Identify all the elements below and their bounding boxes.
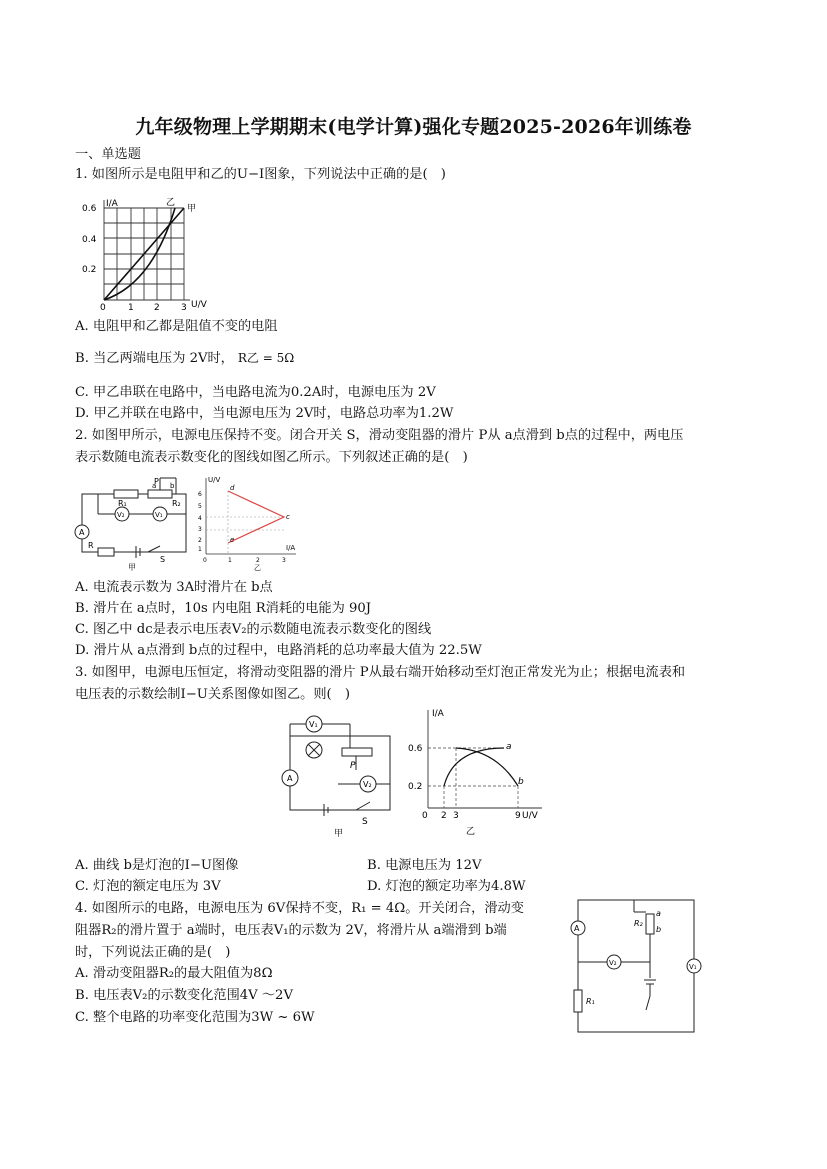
q4-option-c: C. 整个电路的功率变化范围为3W ~ 6W (75, 1010, 315, 1025)
q3-option-c: C. 灯泡的额定电压为 3V (75, 879, 221, 894)
q4-option-a: A. 滑动变阻器R₂的最大阻值为8Ω (75, 966, 273, 981)
svg-text:3: 3 (282, 557, 286, 564)
svg-text:P: P (154, 477, 159, 486)
svg-text:乙: 乙 (466, 827, 476, 837)
q2-stem-2: 表示数随电流表示数变化的图线如图乙所示。下列叙述正确的是( ) (75, 450, 468, 465)
q1-option-c: C. 甲乙串联在电路中，当电路电流为0.2A时，电源电压为 2V (75, 385, 436, 400)
q3-stem-2: 电压表的示数绘制I−U关系图像如图乙。则( ) (75, 687, 351, 702)
svg-text:0: 0 (203, 557, 207, 564)
q2-graph (196, 474, 304, 572)
svg-text:甲: 甲 (128, 563, 136, 572)
q2-option-b: B. 滑片在 a点时，10s 内电阻 R消耗的电能为 90J (75, 601, 372, 616)
q2-stem-1: 2. 如图甲所示，电源电压保持不变。闭合开关 S，滑动变阻器的滑片 P从 a点滑到 b点的过程中，两电压 (75, 428, 684, 443)
q3-option-d: D. 灯泡的额定功率为4.8W (367, 879, 526, 894)
svg-text:9: 9 (515, 811, 521, 821)
svg-text:0.4: 0.4 (82, 235, 97, 245)
q2-option-a: A. 电流表示数为 3A时滑片在 b点 (75, 580, 273, 595)
svg-text:1: 1 (198, 546, 202, 553)
svg-text:0.6: 0.6 (82, 204, 97, 214)
svg-text:U/V: U/V (208, 476, 221, 484)
q1-option-d: D. 甲乙并联在电路中，当电源电压为 2V时，电路总功率为1.2W (75, 406, 454, 421)
q1-label-jia: 甲 (187, 204, 197, 214)
q3-stem-1: 3. 如图甲，电源电压恒定，将滑动变阻器的滑片 P从最右端开始移动至灯泡正常发光为止；根据电流表和 (75, 665, 686, 680)
q4-stem-1: 4. 如图所示的电路，电源电压为 6V保持不变，R₁ = 4Ω。开关闭合，滑动变 (75, 901, 524, 916)
q3-option-a: A. 曲线 b是灯泡的I−U图像 (75, 858, 239, 873)
svg-text:甲: 甲 (334, 829, 344, 838)
svg-text:R₁: R₁ (118, 499, 127, 508)
svg-text:V₁: V₁ (155, 511, 163, 519)
svg-text:R₁: R₁ (586, 997, 595, 1006)
q2-option-c: C. 图乙中 dc是表示电压表V₂的示数随电流表示数变化的图线 (75, 622, 432, 637)
q4-circuit (568, 896, 704, 1034)
svg-text:1: 1 (128, 303, 134, 310)
svg-text:V₂: V₂ (609, 959, 617, 967)
svg-text:a: a (152, 482, 157, 490)
svg-text:b: b (170, 482, 175, 490)
svg-text:P: P (350, 761, 356, 771)
q3-curve-a (444, 748, 504, 786)
svg-text:3: 3 (181, 303, 187, 310)
svg-text:3: 3 (453, 811, 459, 821)
svg-text:5: 5 (198, 503, 202, 510)
svg-text:b: b (656, 925, 662, 934)
q1-option-b: B. 当乙两端电压为 2V时， R乙 = 5Ω (75, 351, 295, 366)
q1-option-a: A. 电阻甲和乙都是阻值不变的电阻 (75, 319, 278, 334)
svg-text:1: 1 (228, 557, 232, 564)
svg-text:S: S (362, 817, 368, 827)
q4-stem-2: 阻器R₂的滑片置于 a端时，电压表V₁的示数为 2V，将滑片从 a端滑到 b端 (75, 923, 507, 938)
svg-text:R₂: R₂ (634, 919, 643, 928)
q1-axis-x: U/V (191, 300, 207, 310)
q1-axis-y: I/A (106, 199, 118, 209)
svg-text:R: R (88, 541, 94, 550)
svg-text:V₂: V₂ (363, 780, 372, 789)
q4-stem-3: 时，下列说法正确的是( ) (75, 945, 231, 960)
q3-graph (408, 704, 548, 838)
svg-text:a: a (506, 742, 512, 752)
svg-text:A: A (287, 774, 293, 783)
svg-text:b: b (518, 777, 524, 787)
q1-stem: 1. 如图所示是电阻甲和乙的U−I图象，下列说法中正确的是( ) (75, 167, 446, 182)
q2-option-d: D. 滑片从 a点滑到 b点的过程中，电路消耗的总功率最大值为 22.5W (75, 643, 482, 658)
svg-text:A: A (79, 528, 85, 537)
svg-text:c: c (286, 513, 290, 521)
svg-text:d: d (230, 484, 235, 492)
svg-text:2: 2 (441, 811, 447, 821)
svg-text:I/A: I/A (286, 544, 296, 552)
svg-text:S: S (160, 555, 166, 564)
svg-text:2: 2 (256, 557, 260, 564)
q1-label-yi: 乙 (166, 198, 176, 208)
svg-text:e: e (230, 536, 235, 544)
svg-text:A: A (574, 924, 580, 933)
svg-text:6: 6 (198, 491, 202, 498)
svg-text:0.2: 0.2 (82, 265, 97, 275)
svg-text:a: a (656, 909, 661, 918)
svg-text:V₁: V₁ (689, 963, 697, 971)
svg-text:I/A: I/A (432, 709, 444, 719)
svg-text:2: 2 (198, 537, 202, 544)
svg-text:0: 0 (100, 303, 106, 310)
q3-circuit (278, 712, 402, 838)
svg-text:0: 0 (422, 811, 428, 821)
svg-text:V₂: V₂ (117, 511, 125, 519)
svg-text:0.2: 0.2 (408, 782, 423, 792)
q4-option-b: B. 电压表V₂的示数变化范围4V ～2V (75, 988, 293, 1003)
section-heading: 一、单选题 (75, 147, 141, 162)
svg-text:乙: 乙 (254, 564, 261, 572)
page-title: 九年级物理上学期期末(电学计算)强化专题2025-2026年训练卷 (135, 116, 692, 138)
q3-curve-b (456, 748, 518, 786)
svg-text:0.6: 0.6 (408, 744, 423, 754)
svg-text:2: 2 (154, 303, 160, 310)
q1-graph (72, 194, 232, 310)
svg-text:V₁: V₁ (309, 720, 318, 729)
svg-text:U/V: U/V (522, 811, 538, 821)
svg-text:R₂: R₂ (172, 499, 181, 508)
svg-text:4: 4 (198, 515, 202, 522)
q2-circuit (74, 474, 194, 572)
svg-text:3: 3 (198, 526, 202, 533)
q3-option-b: B. 电源电压为 12V (367, 858, 482, 873)
